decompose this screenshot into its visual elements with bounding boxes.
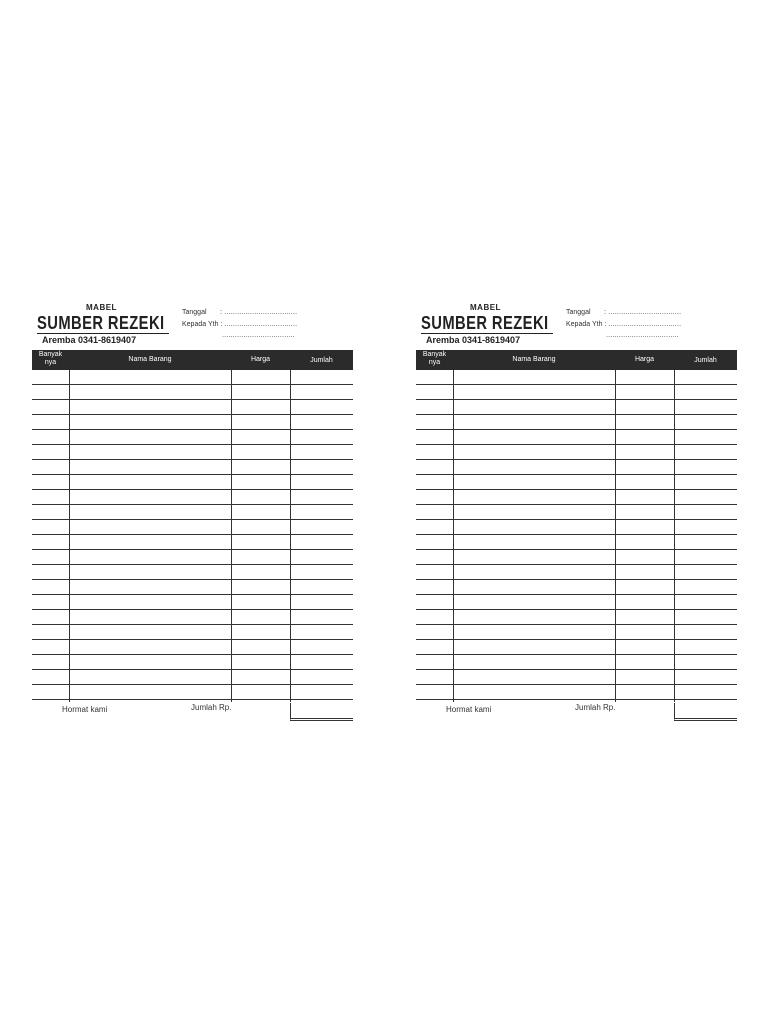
invoice-form-right	[416, 300, 738, 730]
table-row[interactable]	[416, 385, 737, 400]
table-row[interactable]	[32, 385, 353, 400]
table-row[interactable]	[32, 550, 353, 565]
table-row[interactable]	[32, 520, 353, 535]
table-row[interactable]	[416, 550, 737, 565]
store-phone: Aremba 0341-8619407	[42, 335, 137, 345]
table-row[interactable]	[32, 370, 353, 385]
store-name: SUMBER REZEKI	[37, 313, 165, 333]
table-row[interactable]	[416, 655, 737, 670]
store-phone: Aremba 0341-8619407	[426, 335, 521, 345]
table-row[interactable]	[32, 415, 353, 430]
table-row[interactable]	[416, 505, 737, 520]
divider-name	[231, 370, 232, 702]
divider-price	[290, 370, 291, 702]
table-row[interactable]	[416, 595, 737, 610]
divider-qty	[69, 370, 70, 702]
recipient-field[interactable]	[566, 321, 681, 328]
total-amount-field[interactable]	[674, 703, 737, 721]
table-body	[32, 370, 353, 700]
table-row[interactable]	[32, 505, 353, 520]
col-qty-header: Banyak nya	[422, 351, 447, 366]
total-amount-field[interactable]	[290, 703, 353, 721]
divider-price	[674, 370, 675, 702]
table-body	[416, 370, 737, 700]
table-row[interactable]	[32, 430, 353, 445]
table-row[interactable]	[32, 580, 353, 595]
col-price-header: Harga	[250, 356, 271, 363]
table-row[interactable]	[32, 460, 353, 475]
col-qty-header: Banyak nya	[38, 351, 63, 366]
table-row[interactable]	[416, 580, 737, 595]
col-price-header: Harga	[634, 356, 655, 363]
date-value: : ..................................	[220, 309, 298, 316]
table-row[interactable]	[32, 445, 353, 460]
table-row[interactable]	[416, 445, 737, 460]
brand-underline	[37, 333, 169, 334]
invoice-form-left	[32, 300, 354, 730]
table-row[interactable]	[32, 535, 353, 550]
table-row[interactable]	[416, 565, 737, 580]
table-row[interactable]	[416, 520, 737, 535]
divider-qty	[453, 370, 454, 702]
recipient-field-line2[interactable]	[222, 332, 295, 339]
table-row[interactable]	[416, 670, 737, 685]
table-row[interactable]	[32, 670, 353, 685]
recipient-value-2: ..................................	[606, 332, 679, 339]
date-field[interactable]	[182, 309, 297, 316]
col-total-header: Jumlah	[694, 357, 717, 364]
divider-name	[615, 370, 616, 702]
table-row[interactable]	[416, 475, 737, 490]
table-row[interactable]	[416, 610, 737, 625]
table-row[interactable]	[32, 565, 353, 580]
date-label: Tanggal	[566, 309, 591, 316]
recipient-value-2: ..................................	[222, 332, 295, 339]
table-row[interactable]	[416, 460, 737, 475]
table-row[interactable]	[416, 415, 737, 430]
recipient-field[interactable]	[182, 321, 297, 328]
brand-underline	[421, 333, 553, 334]
date-value: : ..................................	[604, 309, 682, 316]
regards-label: Hormat kami	[446, 705, 492, 714]
table-row[interactable]	[32, 655, 353, 670]
col-name-header: Nama Barang	[128, 356, 172, 363]
table-row[interactable]	[32, 490, 353, 505]
table-header	[32, 350, 353, 370]
table-row[interactable]	[32, 595, 353, 610]
table-row[interactable]	[32, 625, 353, 640]
table-row[interactable]	[416, 685, 737, 700]
recipient-value: ..................................	[608, 321, 682, 328]
total-label: Jumlah Rp.	[575, 703, 616, 712]
col-name-header: Nama Barang	[512, 356, 556, 363]
table-header	[416, 350, 737, 370]
table-row[interactable]	[416, 370, 737, 385]
recipient-value: ..................................	[224, 321, 298, 328]
recipient-label: Kepada Yth :	[566, 321, 607, 328]
recipient-field-line2[interactable]	[606, 332, 679, 339]
table-row[interactable]	[32, 400, 353, 415]
table-row[interactable]	[32, 475, 353, 490]
table-row[interactable]	[416, 625, 737, 640]
recipient-label: Kepada Yth :	[182, 321, 223, 328]
store-category: MABEL	[86, 303, 117, 312]
regards-label: Hormat kami	[62, 705, 108, 714]
table-row[interactable]	[416, 640, 737, 655]
table-row[interactable]	[416, 400, 737, 415]
total-label: Jumlah Rp.	[191, 703, 232, 712]
table-row[interactable]	[32, 685, 353, 700]
table-row[interactable]	[416, 430, 737, 445]
col-total-header: Jumlah	[310, 357, 333, 364]
table-row[interactable]	[32, 610, 353, 625]
table-row[interactable]	[416, 535, 737, 550]
date-field[interactable]	[566, 309, 681, 316]
store-name: SUMBER REZEKI	[421, 313, 549, 333]
store-category: MABEL	[470, 303, 501, 312]
date-label: Tanggal	[182, 309, 207, 316]
table-row[interactable]	[32, 640, 353, 655]
table-row[interactable]	[416, 490, 737, 505]
